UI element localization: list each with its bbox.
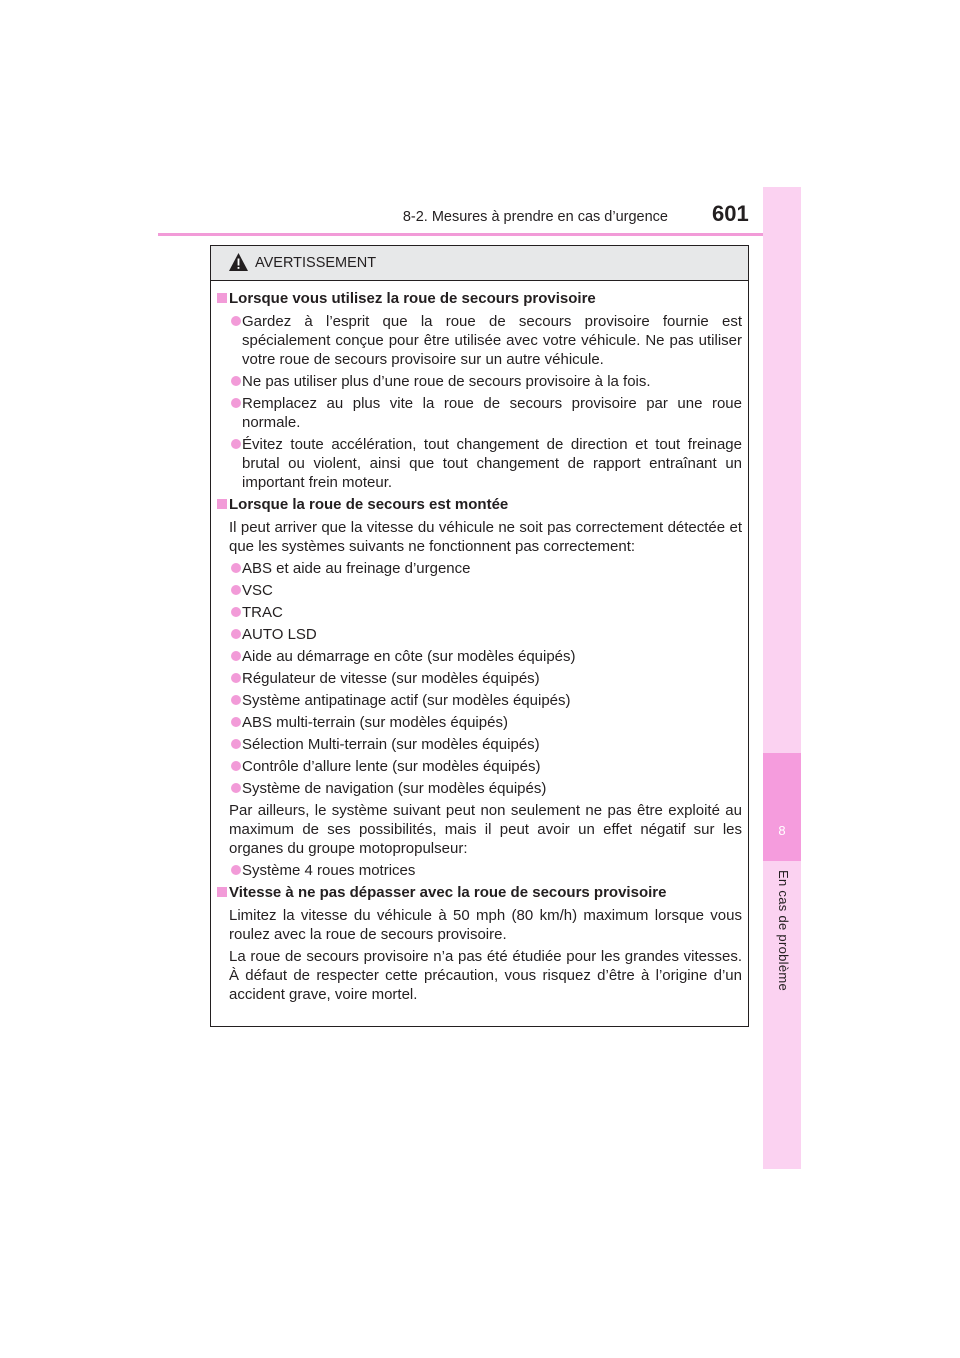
list-item: Gardez à l’esprit que la roue de secours provisoire fournie est spécialement conçue pour être utilisée avec votre véhicule. Ne pas utiliser votre roue de secours provisoire sur un autre véhicule. [217,312,742,369]
dot-bullet-icon [231,761,241,771]
page-number: 601 [712,201,749,226]
dot-bullet-icon [231,739,241,749]
dot-bullet-icon [231,695,241,705]
dot-bullet-icon [231,673,241,683]
square-bullet-icon [217,499,227,509]
dot-bullet-icon [231,629,241,639]
dot-bullet-icon [231,607,241,617]
list-item: ABS multi-terrain (sur modèles équipés) [217,713,742,732]
list-item: TRAC [217,603,742,622]
list-item: Ne pas utiliser plus d’une roue de secours provisoire à la fois. [217,372,742,391]
list-item: AUTO LSD [217,625,742,644]
paragraph: La roue de secours provisoire n’a pas été étudiée pour les grandes vitesses. À défaut de respecter cette précaution, vous risquez d’être à l’origine d’un accident grave, voire mortel. [229,948,742,1003]
dot-bullet-icon [231,783,241,793]
list-item: Système 4 roues motrices [217,861,742,880]
dot-bullet-icon [231,717,241,727]
warning-header [211,246,748,281]
list-item: Sélection Multi-terrain (sur modèles équipés) [217,735,742,754]
section-heading: Lorsque vous utilisez la roue de secours provisoire [217,289,742,308]
list-item: Système antipatinage actif (sur modèles équipés) [217,691,742,710]
chapter-number: 8 [778,823,786,838]
paragraph: Il peut arriver que la vitesse du véhicule ne soit pas correctement détectée et que les systèmes suivants ne fonctionnent pas correctement: [229,519,742,555]
dot-bullet-icon [231,651,241,661]
section-title: 8-2. Mesures à prendre en cas d’urgence [402,209,668,225]
chapter-label: En cas de problème [776,870,791,992]
list-item: Régulateur de vitesse (sur modèles équipés) [217,669,742,688]
warning-title: AVERTISSEMENT [255,255,377,271]
section-heading: Lorsque la roue de secours est montée [217,495,742,514]
list-item: Évitez toute accélération, tout changement de direction et tout freinage brutal ou violent, ainsi que tout changement de rapport entraînant un important frein moteur. [217,435,742,492]
list-item: Contrôle d’allure lente (sur modèles équipés) [217,757,742,776]
chapter-side-tab [763,187,801,1169]
dot-bullet-icon [231,316,241,326]
list-item: ABS et aide au freinage d’urgence [217,559,742,578]
square-bullet-icon [217,293,227,303]
dot-bullet-icon [231,563,241,573]
paragraph: Limitez la vitesse du véhicule à 50 mph (80 km/h) maximum lorsque vous roulez avec la roue de secours provisoire. [229,907,742,943]
dot-bullet-icon [231,376,241,386]
list-item: VSC [217,581,742,600]
warning-icon [228,252,249,272]
dot-bullet-icon [231,865,241,875]
list-item: Système de navigation (sur modèles équipés) [217,779,742,798]
warning-body [211,281,748,1004]
dot-bullet-icon [231,398,241,408]
list-item: Remplacez au plus vite la roue de secours provisoire par une roue normale. [217,394,742,432]
warning-box [210,245,749,1027]
chapter-number-tab [763,753,801,861]
square-bullet-icon [217,887,227,897]
dot-bullet-icon [231,439,241,449]
header-rule [158,233,801,236]
dot-bullet-icon [231,585,241,595]
section-heading: Vitesse à ne pas dépasser avec la roue de secours provisoire [217,883,742,902]
list-item: Aide au démarrage en côte (sur modèles équipés) [217,647,742,666]
paragraph: Par ailleurs, le système suivant peut non seulement ne pas être exploité au maximum de ses possibilités, mais il peut avoir un effet négatif sur les organes du groupe motopropulseur: [229,802,742,857]
